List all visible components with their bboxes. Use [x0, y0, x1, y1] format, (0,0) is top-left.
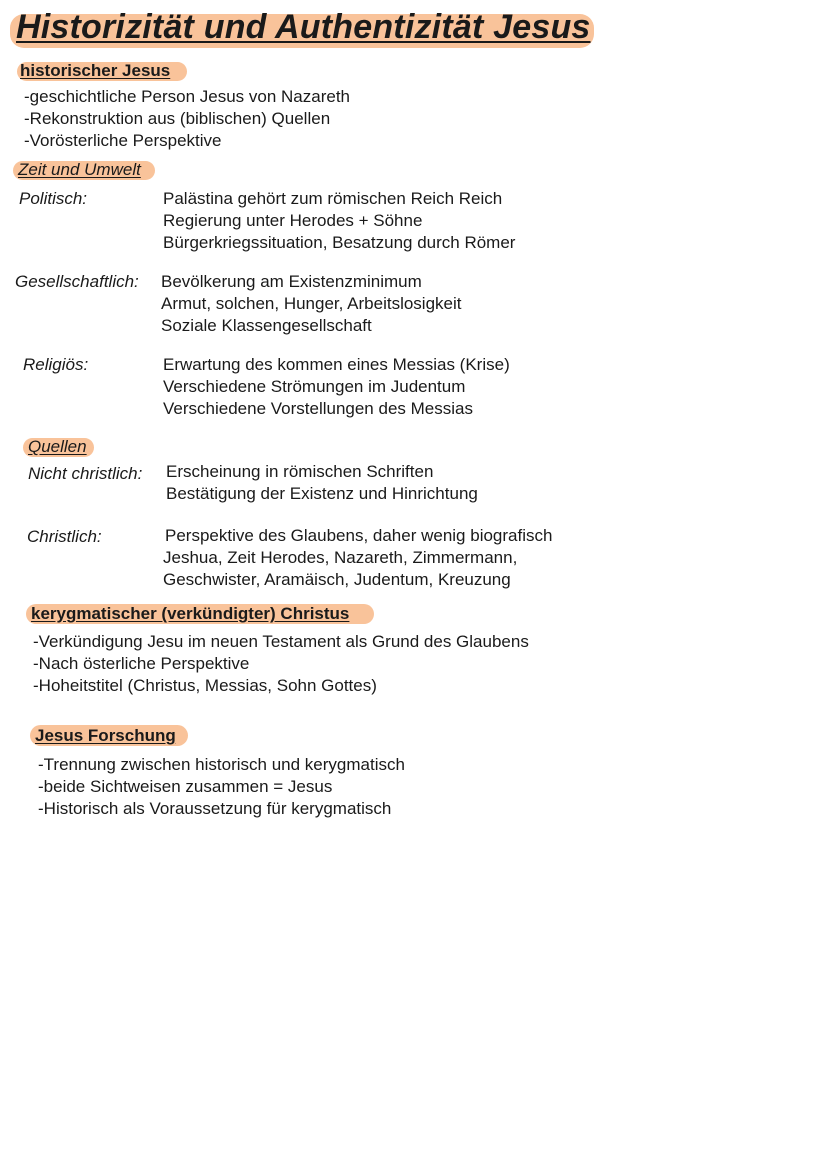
- list-item: Bestätigung der Existenz und Hinrichtung: [166, 484, 478, 503]
- religioes-list: [163, 354, 510, 420]
- jesus-forschung-list: [38, 754, 405, 820]
- list-item: Soziale Klassengesellschaft: [161, 316, 372, 335]
- list-item: -Hoheitstitel (Christus, Messias, Sohn Gottes): [33, 676, 377, 695]
- gesellschaftlich-list: [161, 271, 461, 337]
- historischer-jesus-list: [24, 86, 350, 152]
- nicht-christlich-list: [166, 461, 478, 505]
- list-item: -Historisch als Voraussetzung für kerygmatisch: [38, 799, 392, 818]
- list-item: Bevölkerung am Existenzminimum: [161, 272, 422, 291]
- list-item: Perspektive des Glaubens, daher wenig biografisch: [165, 526, 553, 545]
- list-item: Erwartung des kommen eines Messias (Krise): [163, 355, 510, 374]
- list-item: -Rekonstruktion aus (biblischen) Quellen: [24, 109, 331, 128]
- kerygmatischer-christus-list: [33, 631, 529, 697]
- heading-zeit-und-umwelt: Zeit und Umwelt: [18, 160, 141, 179]
- label-nicht-christlich: Nicht christlich:: [28, 464, 143, 483]
- page-title: Historizität und Authentizität Jesus: [16, 8, 591, 46]
- list-item: -Verkündigung Jesu im neuen Testament als Grund des Glaubens: [33, 632, 529, 651]
- list-item: -beide Sichtweisen zusammen = Jesus: [38, 777, 333, 796]
- politisch-list: [163, 188, 515, 254]
- label-religioes: Religiös:: [23, 355, 89, 374]
- label-politisch: Politisch:: [19, 189, 88, 208]
- list-item: Armut, solchen, Hunger, Arbeitslosigkeit: [161, 294, 462, 313]
- list-item: Jeshua, Zeit Herodes, Nazareth, Zimmermann,: [163, 548, 518, 567]
- heading-historischer-jesus: historischer Jesus: [20, 61, 171, 80]
- list-item: Erscheinung in römischen Schriften: [166, 462, 434, 481]
- list-item: -Trennung zwischen historisch und kerygmatisch: [38, 755, 405, 774]
- list-item: Bürgerkriegssituation, Besatzung durch Römer: [163, 233, 516, 252]
- heading-jesus-forschung: Jesus Forschung: [35, 726, 176, 745]
- label-gesellschaftlich: Gesellschaftlich:: [15, 272, 139, 291]
- label-christlich: Christlich:: [27, 527, 102, 546]
- list-item: Verschiedene Strömungen im Judentum: [163, 377, 466, 396]
- list-item: Verschiedene Vorstellungen des Messias: [163, 399, 473, 418]
- heading-quellen: Quellen: [28, 437, 87, 456]
- christlich-list: [165, 525, 552, 591]
- list-item: Regierung unter Herodes + Söhne: [163, 211, 423, 230]
- heading-kerygmatischer-christus: kerygmatischer (verkündigter) Christus: [31, 604, 350, 623]
- list-item: -geschichtliche Person Jesus von Nazareth: [24, 87, 350, 106]
- list-item: -Nach österliche Perspektive: [33, 654, 250, 673]
- list-item: -Vorösterliche Perspektive: [24, 131, 222, 150]
- list-item: Palästina gehört zum römischen Reich Reich: [163, 189, 503, 208]
- list-item: Geschwister, Aramäisch, Judentum, Kreuzung: [163, 570, 511, 589]
